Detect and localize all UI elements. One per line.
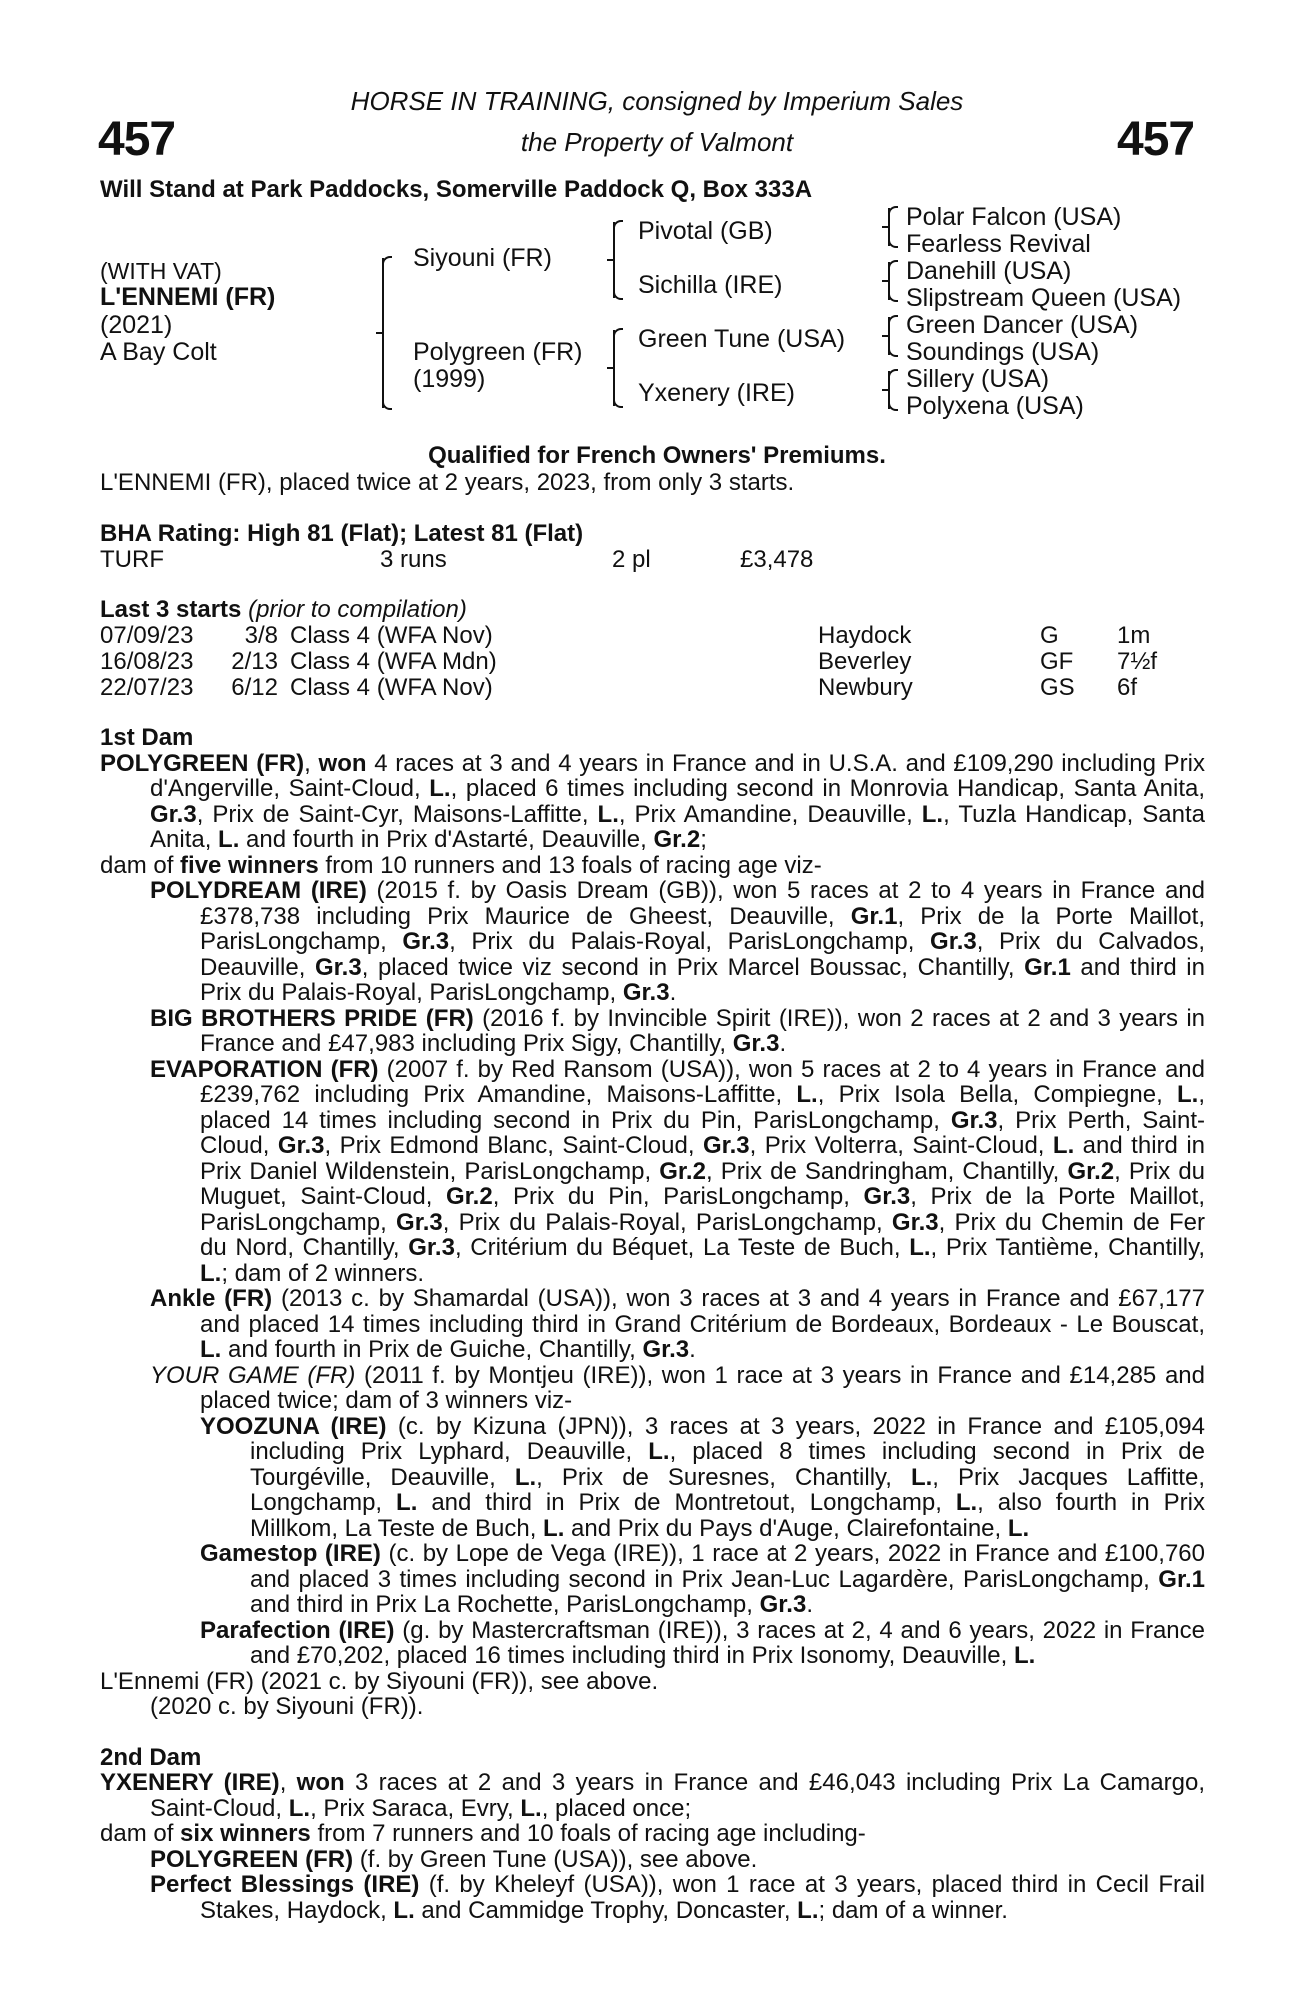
- listed-label: L.: [200, 1336, 222, 1363]
- record-text: and fourth in Prix d'Astarté, Deauville,: [239, 826, 654, 853]
- ancestor-ddd: Polyxena (USA): [906, 392, 1084, 420]
- record-text: from 7 runners and 10 foals of racing age including-: [310, 1820, 866, 1847]
- group-label: Gr.3: [950, 1106, 998, 1134]
- ancestor-sdd: Slipstream Queen (USA): [906, 284, 1182, 312]
- progeny-entry: [100, 1006, 1205, 1057]
- group-label: Gr.3: [702, 1132, 750, 1159]
- group-label: Gr.3: [150, 800, 197, 828]
- progeny-name: YOOZUNA (IRE): [200, 1412, 387, 1440]
- winners-count: five winners: [180, 851, 319, 879]
- property-line: the Property of Valmont: [520, 127, 794, 157]
- dam-brace: [613, 330, 615, 406]
- listed-label: L.: [218, 826, 240, 853]
- listed-label: L.: [648, 1438, 670, 1465]
- record-text: (2013 c. by Shamardal (USA)), won 3 races at 3 and 4 years in France and £67,177 and placed 14 times including third in Grand Critérium de Bordeaux, Bordeaux - Le Bouscat,: [200, 1285, 1206, 1338]
- listed-label: L.: [1177, 1081, 1199, 1108]
- listed-label: L.: [1007, 1514, 1030, 1542]
- record-text: , placed twice viz second in Prix Marcel Boussac, Chantilly,: [361, 953, 1025, 981]
- record-text: (c. by Lope de Vega (IRE)), 1 race at 2 years, 2022 in France and £100,760 and placed 3 times including second in Prix Jean-Luc Lagardère, ParisLongchamp,: [250, 1540, 1205, 1593]
- start-race: Class 4 (WFA Mdn): [290, 648, 497, 675]
- vat-label: (WITH VAT): [100, 258, 222, 284]
- group-label: Gr.2: [446, 1183, 493, 1210]
- start-date: 22/07/23: [100, 674, 194, 701]
- record-text: (f. by Green Tune (USA)), see above.: [353, 1845, 758, 1873]
- record-text: , Prix de Suresnes, Chantilly,: [536, 1463, 911, 1491]
- record-text: and third in Prix du Palais-Royal, ParisLongchamp,: [200, 953, 1205, 1006]
- brace-ss: [888, 208, 890, 246]
- record-text: , Prix Amandine, Deauville,: [618, 800, 922, 828]
- group-label: Gr.3: [930, 928, 977, 955]
- stand-location: Will Stand at Park Paddocks, Somerville Paddock Q, Box 333A: [100, 176, 813, 203]
- record-text: (f. by Kheleyf (USA)), won 1 race at 3 years, placed third in Cecil Frail Stakes, Haydock,: [200, 1871, 1205, 1924]
- record-text: ;: [700, 826, 707, 853]
- start-position: 2/13: [231, 648, 278, 675]
- sire: Siyouni (FR): [413, 244, 552, 272]
- record-text: .: [689, 1336, 696, 1363]
- group-label: Gr.1: [1024, 953, 1071, 981]
- consignor-line: HORSE IN TRAINING, consigned by Imperium Sales: [350, 86, 964, 116]
- group-label: Gr.3: [277, 1132, 325, 1159]
- record-text: , Tuzla Handicap, Santa Anita,: [150, 800, 1205, 853]
- progeny-entry: [100, 1872, 1205, 1923]
- horse-name: L'ENNEMI (FR): [100, 283, 276, 311]
- horse-description: A Bay Colt: [100, 338, 217, 366]
- brace-tick: [376, 332, 382, 334]
- group-label: Gr.3: [759, 1591, 807, 1618]
- record-text: (c. by Kizuna (JPN)), 3 races at 3 years, 2022 in France and £105,094 including Prix Lyphard, Deauville,: [250, 1412, 1205, 1465]
- record-text: and Cammidge Trophy, Doncaster,: [414, 1896, 798, 1924]
- sire-brace: [613, 222, 615, 298]
- won-label: won: [296, 1769, 345, 1796]
- ancestor-dds: Sillery (USA): [906, 365, 1050, 393]
- second-dam-heading: 2nd Dam: [100, 1743, 202, 1771]
- start-course: Newbury: [818, 674, 913, 701]
- brace-sd: [888, 262, 890, 300]
- record-text: , Critérium du Béquet, La Teste de Buch,: [454, 1234, 910, 1261]
- progeny-name: Parafection (IRE): [200, 1616, 395, 1644]
- record-text: .: [806, 1591, 813, 1618]
- record-text: 3 races at 2 and 3 years in France and £46,043 including Prix La Camargo, Saint-Cloud,: [150, 1769, 1206, 1822]
- record-text: and Prix du Pays d'Auge, Clairefontaine,: [564, 1514, 1008, 1542]
- record-text: and fourth in Prix de Guiche, Chantilly,: [221, 1336, 643, 1363]
- progeny-entry: [100, 1363, 1205, 1414]
- ancestor-sss: Polar Falcon (USA): [906, 203, 1122, 231]
- dam-name: YXENERY (IRE): [100, 1769, 280, 1796]
- won-label: won: [318, 749, 367, 777]
- grand-progeny-entry: [100, 1414, 1205, 1542]
- record-text: (2016 f. by Invincible Spirit (IRE)), won 2 races at 2 and 3 years in France and £47,983 including Prix Sigy, Chantilly,: [200, 1004, 1205, 1057]
- group-label: Gr.3: [863, 1183, 911, 1210]
- first-dam-record: POLYGREEN (FR), won 4 races at 3 and 4 years in France and in U.S.A. and £109,290 including Prix d'Angerville, Saint-Cloud, L., placed 6 times including second in Monrovia Handicap, Santa Anita, Gr.3, Prix de Saint-Cyr, Maisons-Laffitte, L., Prix Amandine, Deauville, L., Tuzla Handicap, Santa Anita, L. and fourth in Prix d'Astarté, Deauville, Gr.2;: [100, 749, 1206, 853]
- start-position: 3/8: [244, 622, 278, 649]
- dam-dam: Yxenery (IRE): [638, 379, 795, 407]
- ancestor-ssd: Fearless Revival: [906, 230, 1091, 258]
- horse-year: (2021): [100, 311, 173, 339]
- record-text: , placed once;: [541, 1794, 692, 1822]
- start-course: Beverley: [818, 648, 912, 675]
- record-text: , Prix de Saint-Cyr, Maisons-Laffitte,: [196, 800, 598, 828]
- grand-progeny-entry: [100, 1618, 1205, 1669]
- brace-tick: [882, 280, 888, 282]
- listed-label: L.: [796, 1081, 818, 1108]
- record-text: , Prix Saraca, Evry,: [310, 1794, 521, 1822]
- start-going: GS: [1040, 674, 1075, 701]
- record-text: , Prix Isola Bella, Compiegne,: [817, 1081, 1177, 1108]
- ancestor-dsd: Soundings (USA): [906, 338, 1100, 366]
- listed-label: L.: [955, 1489, 978, 1516]
- dam-name: POLYGREEN (FR): [100, 749, 305, 777]
- group-label: Gr.1: [850, 902, 898, 930]
- group-label: Gr.2: [1067, 1157, 1115, 1185]
- progeny-name: POLYGREEN (FR): [150, 1845, 354, 1873]
- sire-dam: Sichilla (IRE): [638, 271, 783, 299]
- earnings: £3,478: [740, 546, 814, 573]
- lot-number-left: 457: [98, 113, 176, 166]
- start-race: Class 4 (WFA Nov): [290, 622, 493, 649]
- record-text: (2007 f. by Red Ransom (USA)), won 5 races at 2 to 4 years in France and £239,762 including Prix Amandine, Maisons-Laffitte,: [200, 1055, 1205, 1108]
- record-text: , also fourth in Prix Millkom, La Teste de Buch,: [250, 1489, 1205, 1542]
- start-date: 16/08/23: [100, 648, 194, 675]
- record-text: (2015 f. by Oasis Dream (GB)), won 5 races at 2 to 4 years in France and £378,738 including Prix Maurice de Gheest, Deauville,: [200, 877, 1206, 930]
- record-text: (2011 f. by Montjeu (IRE)), won 1 race at 3 years in France and £14,285 and placed twice; dam of 3 winners viz-: [200, 1361, 1206, 1414]
- progeny-entry: [100, 1286, 1205, 1363]
- start-position: 6/12: [231, 674, 278, 701]
- first-dam-heading: 1st Dam: [100, 724, 194, 751]
- start-race: Class 4 (WFA Nov): [290, 674, 493, 701]
- brace-tick: [607, 259, 613, 261]
- record-text: , Prix du Pin, ParisLongchamp,: [492, 1183, 864, 1210]
- record-text: , Prix du Calvados, Deauville,: [200, 928, 1205, 981]
- grand-progeny-entry: [100, 1541, 1205, 1618]
- listed-label: L.: [909, 1234, 931, 1261]
- group-label: Gr.3: [408, 1234, 455, 1261]
- progeny-name: POLYDREAM (IRE): [150, 877, 367, 904]
- brace-tick: [882, 389, 888, 391]
- record-text: , Prix du Palais-Royal, ParisLongchamp,: [449, 928, 931, 955]
- brace-tick: [882, 226, 888, 228]
- listed-label: L.: [520, 1794, 542, 1822]
- progeny-name: Gamestop (IRE): [200, 1540, 381, 1567]
- placed: 2 pl: [612, 546, 651, 573]
- record-text: (g. by Mastercraftsman (IRE)), 3 races at 2, 4 and 6 years, 2022 in France and £70,202, placed 16 times including third in Prix Isonomy, Deauville,: [250, 1616, 1205, 1669]
- record-text: , Prix Edmond Blanc, Saint-Cloud,: [324, 1132, 703, 1159]
- listed-label: L.: [910, 1463, 933, 1491]
- record-text: , Prix Perth, Saint-Cloud,: [200, 1106, 1205, 1159]
- group-label: Gr.3: [314, 953, 362, 981]
- listed-label: L.: [597, 800, 619, 828]
- pedigree-brace: [382, 258, 384, 408]
- dam-year: (1999): [413, 365, 486, 393]
- record-text: and third in Prix Daniel Wildenstein, ParisLongchamp,: [200, 1132, 1205, 1185]
- group-label: Gr.3: [396, 1208, 443, 1236]
- progeny-name: Perfect Blessings (IRE): [150, 1871, 420, 1898]
- second-dam-record: YXENERY (IRE), won 3 races at 2 and 3 years in France and £46,043 including Prix La Camargo, Saint-Cloud, L., Prix Saraca, Evry, L., placed once;: [100, 1769, 1206, 1822]
- brace-ds: [888, 317, 890, 355]
- start-distance: 1m: [1117, 622, 1151, 649]
- last3-heading: [100, 597, 467, 622]
- listed-label: L.: [543, 1514, 565, 1542]
- record-text: .: [779, 1030, 787, 1057]
- start-going: GF: [1040, 648, 1074, 675]
- progeny-entry: [100, 1057, 1205, 1287]
- start-going: G: [1040, 622, 1059, 649]
- record-text: , Prix Jacques Laffitte, Longchamp,: [250, 1463, 1205, 1516]
- listed-label: L.: [200, 1259, 222, 1287]
- record-text: , placed 14 times including second in Prix du Pin, ParisLongchamp,: [200, 1081, 1205, 1134]
- listed-label: L.: [797, 1896, 819, 1924]
- start-distance: 6f: [1117, 674, 1138, 701]
- start-course: Haydock: [818, 622, 912, 649]
- record-text: .: [669, 979, 677, 1006]
- record-text: dam of: [100, 1820, 181, 1847]
- group-label: Gr.3: [622, 979, 670, 1006]
- progeny-name: Ankle (FR): [150, 1285, 273, 1312]
- progeny-entry: [100, 1847, 1205, 1873]
- record-text: dam of: [100, 851, 181, 879]
- bha-rating: BHA Rating: High 81 (Flat); Latest 81 (Flat): [100, 520, 584, 547]
- listed-label: L.: [514, 1463, 537, 1491]
- record-text: , Prix de la Porte Maillot, ParisLongchamp,: [200, 902, 1205, 955]
- dam-of-line: [100, 1821, 1205, 1847]
- record-text: from 10 runners and 13 foals of racing age viz-: [318, 851, 822, 879]
- premiums-note: Qualified for French Owners' Premiums.: [428, 442, 886, 469]
- start-distance: 7½f: [1117, 648, 1158, 675]
- group-label: Gr.3: [402, 928, 450, 955]
- record-text: and third in Prix La Rochette, ParisLongchamp,: [250, 1591, 760, 1618]
- ancestor-dss: Green Dancer (USA): [906, 311, 1139, 339]
- record-text: , Prix Tantième, Chantilly,: [930, 1234, 1206, 1261]
- record-text: , Prix de Sandringham, Chantilly,: [705, 1157, 1068, 1185]
- group-label: Gr.2: [653, 826, 701, 853]
- record-text: , Prix du Muguet, Saint-Cloud,: [200, 1157, 1206, 1210]
- last3-note: (prior to compilation): [248, 596, 467, 623]
- record-text: , Prix Volterra, Saint-Cloud,: [749, 1132, 1053, 1159]
- winners-count: six winners: [180, 1820, 311, 1847]
- record-text: and third in Prix de Montretout, Longchamp,: [417, 1489, 956, 1516]
- listed-label: L.: [393, 1896, 415, 1924]
- listed-label: L.: [1013, 1642, 1036, 1669]
- brace-tick: [607, 367, 613, 369]
- group-label: Gr.3: [642, 1336, 690, 1363]
- record-text: , placed 6 times including second in Monrovia Handicap, Santa Anita,: [450, 775, 1206, 802]
- dam: Polygreen (FR): [413, 338, 583, 366]
- race-summary: L'ENNEMI (FR), placed twice at 2 years, 2023, from only 3 starts.: [100, 469, 795, 496]
- last3-title: Last 3 starts: [100, 596, 242, 623]
- group-label: Gr.3: [891, 1208, 939, 1236]
- record-text: ; dam of 2 winners.: [221, 1259, 425, 1287]
- progeny-entry: [100, 878, 1205, 1006]
- progeny-name: YOUR GAME (FR): [150, 1361, 356, 1389]
- group-label: Gr.2: [659, 1157, 706, 1185]
- ancestor-sds: Danehill (USA): [906, 257, 1072, 285]
- group-label: Gr.3: [732, 1030, 780, 1057]
- brace-tick: [882, 335, 888, 337]
- progeny-name: EVAPORATION (FR): [150, 1055, 379, 1083]
- progeny-name: BIG BROTHERS PRIDE (FR): [150, 1004, 474, 1032]
- surface: TURF: [100, 546, 164, 573]
- dam-of-line: [100, 853, 1205, 879]
- record-text: ; dam of a winner.: [818, 1896, 1008, 1924]
- first-dam-section: [100, 725, 1205, 1923]
- listed-label: L.: [396, 1489, 418, 1516]
- progeny-entry: (2020 c. by Siyouni (FR)).: [150, 1693, 424, 1720]
- record-text: , Prix du Chemin de Fer du Nord, Chantilly,: [200, 1208, 1205, 1261]
- record-text: , Prix de la Porte Maillot, ParisLongchamp,: [200, 1183, 1205, 1236]
- runs: 3 runs: [380, 546, 447, 573]
- record-text: , placed 8 times including second in Prix de Tourgéville, Deauville,: [250, 1438, 1205, 1491]
- start-date: 07/09/23: [100, 622, 194, 649]
- record-text: , Prix du Palais-Royal, ParisLongchamp,: [442, 1208, 892, 1236]
- dam-sire: Green Tune (USA): [638, 325, 846, 353]
- lot-number-right: 457: [1117, 113, 1195, 166]
- brace-dd: [888, 371, 890, 409]
- progeny-entry: L'Ennemi (FR) (2021 c. by Siyouni (FR)), see above.: [100, 1667, 659, 1695]
- record-text: 4 races at 3 and 4 years in France and in U.S.A. and £109,290 including Prix d'Angerville, Saint-Cloud,: [150, 749, 1205, 802]
- sire-sire: Pivotal (GB): [638, 217, 773, 245]
- listed-label: L.: [921, 800, 944, 828]
- group-label: Gr.1: [1158, 1565, 1205, 1593]
- listed-label: L.: [1052, 1132, 1075, 1159]
- listed-label: L.: [288, 1794, 311, 1822]
- listed-label: L.: [429, 775, 451, 802]
